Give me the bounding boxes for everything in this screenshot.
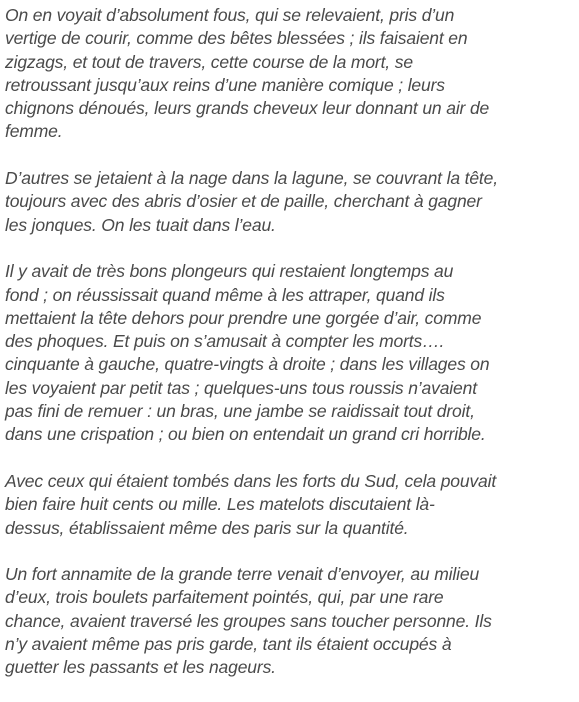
paragraph — [5, 563, 574, 679]
text-line: d’eux, trois boulets parfaitement pointés, qui, par une rare — [5, 587, 444, 608]
text-line: femme. — [5, 121, 63, 142]
text-line: les jonques. On les tuait dans l’eau. — [5, 214, 276, 235]
text-line: dans une crispation ; ou bien on entendait un grand cri horrible. — [5, 424, 486, 445]
text-line: Il y avait de très bons plongeurs qui restaient longtemps au — [5, 261, 454, 282]
text-line: chance, avaient traversé les groupes sans toucher personne. Ils — [5, 610, 492, 631]
text-line: zigzags, et tout de travers, cette course de la mort, se — [5, 51, 413, 72]
text-line: des phoques. Et puis on s’amusait à compter les morts…. — [5, 331, 445, 352]
text-line: D’autres se jetaient à la nage dans la lagune, se couvrant la tête, — [5, 168, 498, 189]
text-line: guetter les passants et les nageurs. — [5, 657, 276, 678]
paragraph — [5, 4, 574, 144]
text-line: mettaient la tête dehors pour prendre une gorgée d’air, comme — [5, 307, 482, 328]
paragraph — [5, 470, 574, 540]
text-line: bien faire huit cents ou mille. Les matelots discutaient là- — [5, 494, 435, 515]
text-line: pas fini de remuer : un bras, une jambe se raidissait tout droit, — [5, 401, 475, 422]
text-line: vertige de courir, comme des bêtes blessées ; ils faisaient en — [5, 28, 468, 49]
text-line: n’y avaient même pas pris garde, tant ils étaient occupés à — [5, 634, 452, 655]
text-line: toujours avec des abris d’osier et de paille, cherchant à gagner — [5, 191, 482, 212]
text-line: les voyaient par petit tas ; quelques-uns tous roussis n’avaient — [5, 377, 477, 398]
text-line: fond ; on réussissait quand même à les attraper, quand ils — [5, 284, 445, 305]
text-line: chignons dénoués, leurs grands cheveux leur donnant un air de — [5, 98, 490, 119]
text-line: Un fort annamite de la grande terre venait d’envoyer, au milieu — [5, 564, 480, 585]
paragraph — [5, 167, 574, 237]
text-line: cinquante à gauche, quatre-vingts à droite ; dans les villages on — [5, 354, 490, 375]
text-line: Avec ceux qui étaient tombés dans les forts du Sud, cela pouvait — [5, 470, 497, 491]
text-line: On en voyait d’absolument fous, qui se relevaient, pris d’un — [5, 5, 455, 25]
paragraph — [5, 260, 574, 446]
text-line: dessus, établissaient même des paris sur la quantité. — [5, 517, 409, 538]
text-line: retroussant jusqu’aux reins d’une manière comique ; leurs — [5, 74, 445, 95]
